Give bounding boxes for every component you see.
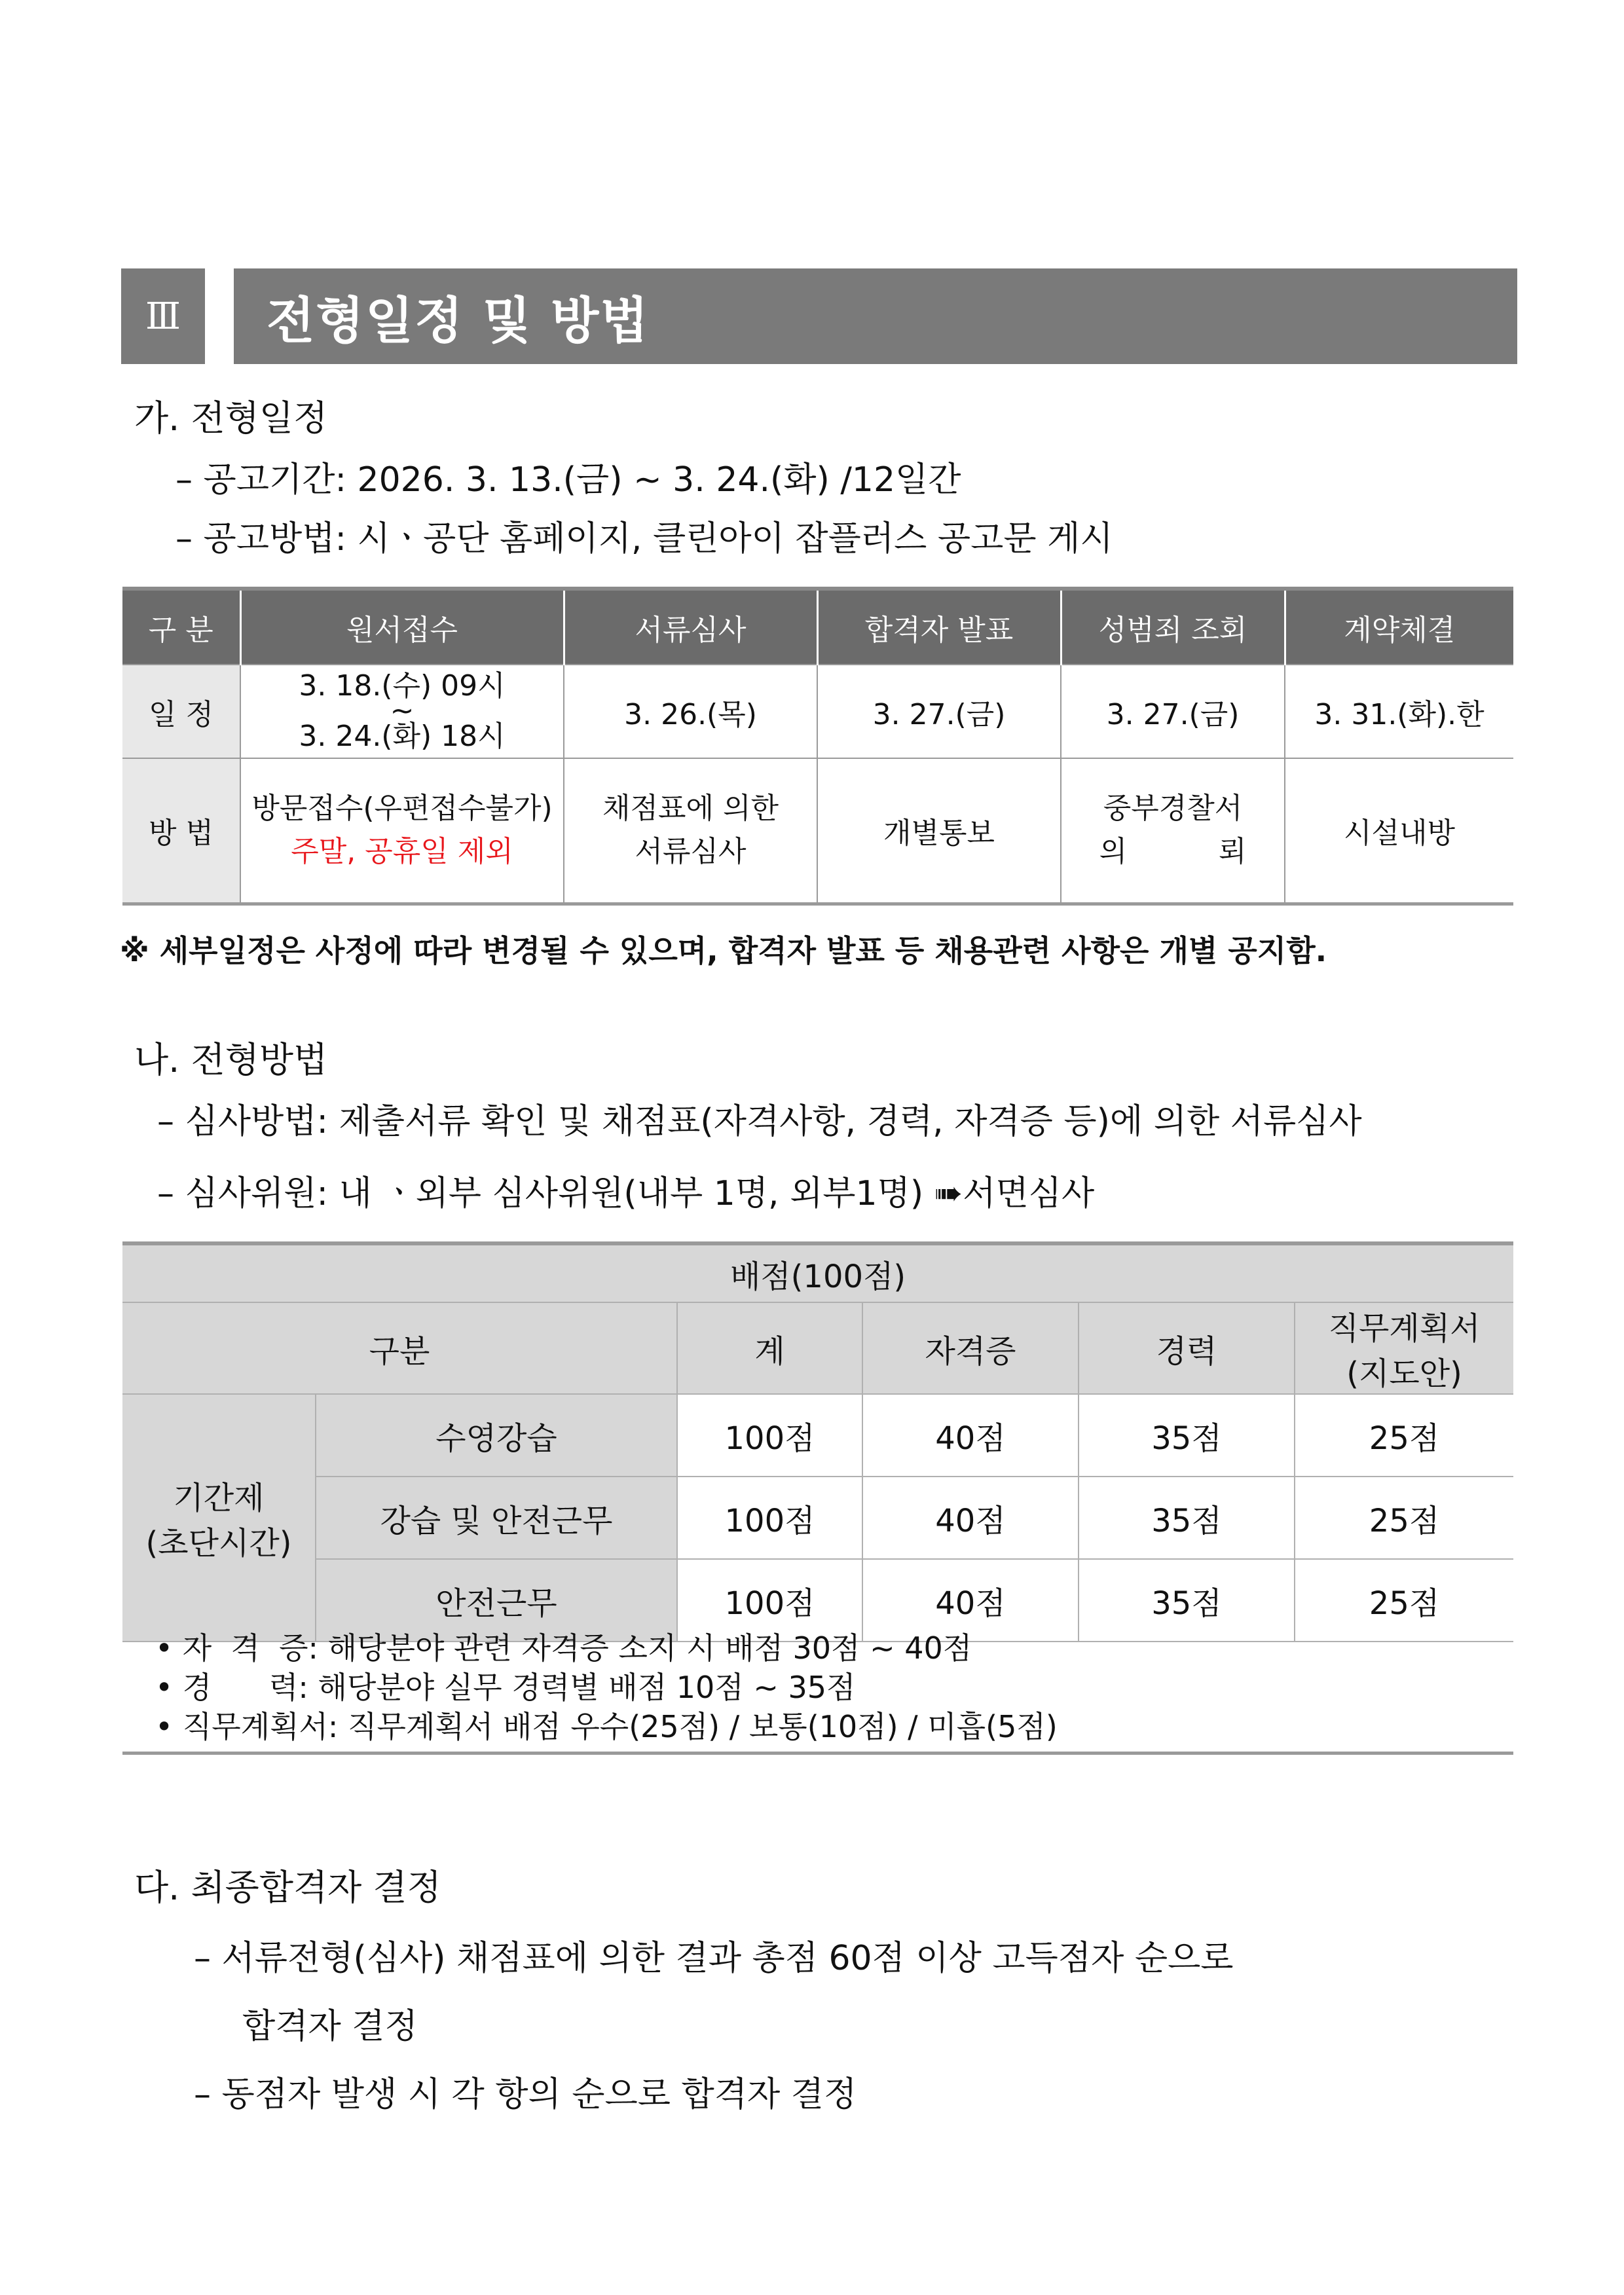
header-contract: 계약체결 [1285, 589, 1513, 665]
review-method-line: – 심사방법: 제출서류 확인 및 채점표(자격사항, 경력, 자격증 등)에 의한 서류심사 [157, 1102, 1362, 1141]
schedule-header-row [122, 589, 1513, 665]
review-date: 3. 26.(목) [564, 665, 817, 758]
section-number: Ⅲ [121, 268, 205, 364]
row-label-schedule: 일 정 [122, 665, 240, 758]
section-title: 전형일정 및 방법 [234, 268, 1517, 364]
score-table [122, 1241, 1513, 1642]
heading-method: 나. 전형방법 [134, 1039, 328, 1080]
announce-method-cell: 개별통보 [817, 758, 1061, 904]
announce-date: 3. 27.(금) [817, 665, 1061, 758]
score-title: 배점(100점) [122, 1243, 1513, 1302]
score-header-category: 구분 [122, 1302, 677, 1394]
reception-method-2: 주말, 공휴일 제외 [291, 835, 513, 869]
score-row-plan: 25점 [1295, 1477, 1513, 1559]
review-method-2: 서류심사 [635, 835, 747, 869]
score-row-license: 40점 [862, 1559, 1079, 1642]
criteria-career: • 경 력: 해당분야 실무 경력별 배점 10점 ~ 35점 [155, 1669, 856, 1705]
reception-end: 3. 24.(화) 18시 [299, 719, 506, 753]
score-group-2: (초단시간) [145, 1525, 292, 1562]
criteria-plan: • 직무계획서: 직무계획서 배점 우수(25점) / 보통(10점) / 미흡(5점) [155, 1708, 1058, 1744]
criteria-license: • 자 격 증: 해당분야 관련 자격증 소지 시 배점 30점 ~ 40점 [155, 1630, 972, 1666]
score-criteria [122, 1624, 1513, 1755]
schedule-row [122, 665, 1513, 758]
heading-final: 다. 최종합격자 결정 [134, 1867, 441, 1908]
score-row-career: 35점 [1079, 1394, 1295, 1477]
reception-tilde: ~ [390, 694, 415, 728]
reception-start: 3. 18.(수) 09시 [299, 669, 506, 703]
score-row-license: 40점 [862, 1394, 1079, 1477]
schedule-note: ※ 세부일정은 사정에 따라 변경될 수 있으며, 합격자 발표 등 채용관련 사항은 개별 공지함. [120, 933, 1327, 968]
score-row-plan: 25점 [1295, 1394, 1513, 1477]
reception-dates [240, 665, 564, 758]
score-row-name: 강습 및 안전근무 [316, 1477, 677, 1559]
heading-schedule: 가. 전형일정 [134, 397, 328, 439]
reviewer-line: – 심사위원: 내 ㆍ외부 심사위원(내부 1명, 외부1명) ➠서면심사 [157, 1174, 1095, 1213]
schedule-table [122, 587, 1513, 906]
score-header-plan [1295, 1302, 1513, 1394]
header-category: 구 분 [122, 589, 240, 665]
review-method-1: 채점표에 의한 [602, 792, 779, 826]
score-row-license: 40점 [862, 1477, 1079, 1559]
score-row-plan: 25점 [1295, 1559, 1513, 1642]
score-header-career: 경력 [1079, 1302, 1295, 1394]
final-line-2: – 동점자 발생 시 각 항의 순으로 합격자 결정 [194, 2075, 857, 2114]
score-row-name: 안전근무 [316, 1559, 677, 1642]
score-title-row [122, 1243, 1513, 1302]
crime-check-date: 3. 27.(금) [1061, 665, 1285, 758]
score-row-total: 100점 [677, 1559, 862, 1642]
score-header-total: 계 [677, 1302, 862, 1394]
announce-period: – 공고기간: 2026. 3. 13.(금) ~ 3. 24.(화) /12일간 [175, 460, 961, 500]
final-line-1: – 서류전형(심사) 채점표에 의한 결과 총점 60점 이상 고득점자 순으로 [194, 1939, 1234, 1978]
score-header-row [122, 1302, 1513, 1394]
score-header-plan-1: 직무계획서 [1328, 1310, 1481, 1347]
crime-check-method [1061, 758, 1285, 904]
score-row [122, 1477, 1513, 1559]
score-header-plan-2: (지도안) [1346, 1355, 1462, 1392]
reception-method [240, 758, 564, 904]
announce-method: – 공고방법: 시ㆍ공단 홈페이지, 클린아이 잡플러스 공고문 게시 [175, 519, 1113, 559]
header-crime-check: 성범죄 조회 [1061, 589, 1285, 665]
score-row-career: 35점 [1079, 1477, 1295, 1559]
header-review: 서류심사 [564, 589, 817, 665]
header-announce: 합격자 발표 [817, 589, 1061, 665]
header-reception: 원서접수 [240, 589, 564, 665]
method-row [122, 758, 1513, 904]
reception-method-1: 방문접수(우편접수불가) [251, 792, 553, 826]
contract-method: 시설내방 [1285, 758, 1513, 904]
crime-check-method-2: 의 뢰 [1099, 835, 1247, 869]
final-line-1-cont: 합격자 결정 [242, 2007, 418, 2046]
score-row-total: 100점 [677, 1477, 862, 1559]
score-header-license: 자격증 [862, 1302, 1079, 1394]
row-label-method: 방 법 [122, 758, 240, 904]
score-group [122, 1394, 316, 1642]
score-row-career: 35점 [1079, 1559, 1295, 1642]
review-method [564, 758, 817, 904]
crime-check-method-1: 중부경찰서 [1103, 792, 1243, 826]
contract-date: 3. 31.(화).한 [1285, 665, 1513, 758]
score-row-name: 수영강습 [316, 1394, 677, 1477]
score-group-1: 기간제 [173, 1480, 265, 1516]
score-row [122, 1394, 1513, 1477]
score-row-total: 100점 [677, 1394, 862, 1477]
